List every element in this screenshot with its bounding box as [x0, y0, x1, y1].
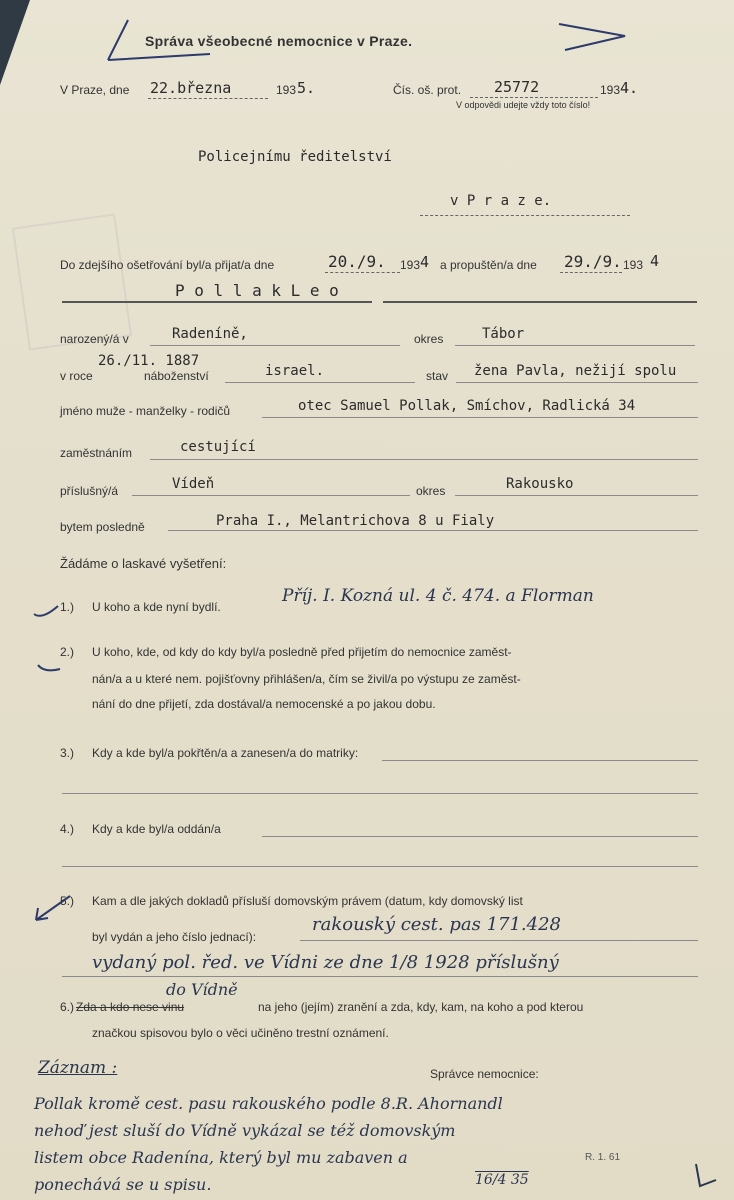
place-date-label: V Praze, dne: [60, 83, 130, 97]
birthdate-value: 26./11. 1887: [98, 353, 200, 369]
place-year-digit: 5.: [297, 79, 316, 97]
q6-number: 6.): [60, 1000, 75, 1014]
patient-name: P o l l a k L e o: [175, 281, 339, 300]
belongs-district-value: Rakousko: [506, 476, 574, 492]
torn-corner: [0, 0, 30, 85]
admission-year-prefix: 193: [400, 258, 421, 272]
place-year-prefix: 193: [276, 83, 297, 97]
year-label: v roce: [60, 369, 93, 383]
belongs-value: Vídeň: [172, 476, 215, 492]
hospital-header-title: Správa všeobecné nemocnice v Praze.: [145, 33, 413, 49]
release-year-prefix: 193: [623, 258, 644, 272]
district-label: okres: [414, 332, 444, 346]
faded-stamp: [12, 213, 132, 350]
occupation-value: cestující: [180, 439, 256, 455]
q2-line-2: nán/a a u které nem. pojišťovny přihlášen/a, čím se živil/a po výstupu ze zaměst-: [92, 672, 521, 686]
parent-value: otec Samuel Pollak, Smíchov, Radlická 34: [298, 398, 636, 414]
admission-label: Do zdejšího ošetřování byl/a přijat/a dne: [60, 258, 275, 272]
pencil-check-icon: [32, 600, 62, 622]
q5-line-2: byl vydán a jeho číslo jednací):: [92, 930, 257, 944]
protocol-label: Čís. oš. prot.: [393, 83, 462, 97]
q2-line-1: U koho, kde, od kdy do kdy byl/a posledně před přijetím do nemocnice zaměst-: [92, 645, 512, 659]
protocol-year-prefix: 193: [600, 83, 621, 97]
q5-answer-1: rakouský cest. pas 171.428: [312, 914, 562, 935]
q1-answer: Příj. I. Kozná ul. 4 č. 474. a Florman: [282, 586, 594, 606]
residence-label: bytem posledně: [60, 520, 145, 534]
status-label: stav: [426, 369, 449, 383]
religion-label: náboženství: [144, 369, 209, 383]
signature-label: Správce nemocnice:: [430, 1067, 539, 1081]
note-line-1: Pollak kromě cest. pasu rakouského podle 8.R. Ahornandl: [34, 1094, 503, 1113]
place-date-value: 22.března: [150, 79, 232, 97]
release-label: a propuštěn/a dne: [440, 258, 537, 272]
q5-number: 5.): [60, 894, 75, 908]
status-value: žena Pavla, nežijí spolu: [474, 363, 677, 379]
recipient-line-1: Policejnímu ředitelství: [198, 149, 392, 165]
admission-date: 20./9.: [328, 252, 386, 271]
q1-number: 1.): [60, 600, 75, 614]
q4-text: Kdy a kde byl/a oddán/a: [92, 822, 221, 836]
q2-line-3: nání do dne přijetí, zda dostával/a nemocenské a po jakou dobu.: [92, 697, 436, 711]
q5-line-1: Kam a dle jakých dokladů přísluší domovským právem (datum, kdy domovský list: [92, 894, 523, 908]
note-heading: Záznam :: [38, 1058, 118, 1078]
initials-signature-icon: [690, 1160, 720, 1192]
q5-answer-2: vydaný pol. řed. ve Vídni ze dne 1/8 1928 příslušný: [92, 952, 559, 973]
release-year-digit: 4: [650, 252, 660, 270]
q6-line-1: na jeho (jejím) zranění a zda, kdy, kam, na koho a pod kterou: [258, 1000, 584, 1014]
note-line-4: ponechává se u spisu.: [34, 1175, 212, 1194]
note-line-2: nehoď jest sluší do Vídně vykázal se též domovským: [34, 1121, 456, 1140]
q6-struck-text: Zda a kdo nese vinu: [76, 1000, 185, 1014]
pencil-arrow-right-icon: [555, 14, 635, 54]
residence-value: Praha I., Melantrichova 8 u Fialy: [216, 513, 495, 529]
note-date: 16/4 35: [475, 1172, 529, 1188]
q6-line-2: značkou spisovou bylo o věci učiněno trestní oznámení.: [92, 1026, 389, 1040]
protocol-number: 25772: [494, 78, 540, 96]
born-value: Radeníně,: [172, 326, 248, 342]
release-date: 29./9.: [564, 252, 622, 271]
recipient-line-2: v P r a z e.: [450, 193, 552, 209]
q3-text: Kdy a kde byl/a pokřtěn/a a zanesen/a do matriky:: [92, 746, 359, 760]
request-intro: Žádáme o laskavé vyšetření:: [60, 556, 227, 571]
admission-year-digit: 4: [420, 253, 430, 271]
q1-text: U koho a kde nyní bydlí.: [92, 600, 221, 614]
note-ref: R. 1. 61: [585, 1152, 621, 1163]
q2-number: 2.): [60, 645, 75, 659]
q5-answer-3: do Vídně: [166, 980, 238, 999]
q4-number: 4.): [60, 822, 75, 836]
protocol-year-digit: 4.: [620, 79, 639, 97]
born-label: narozený/á v: [60, 332, 129, 346]
belongs-district-label: okres: [416, 484, 446, 498]
protocol-note: V odpovědi udejte vždy toto číslo!: [456, 100, 591, 110]
district-value: Tábor: [482, 326, 525, 342]
occupation-label: zaměstnáním: [60, 446, 133, 460]
religion-value: israel.: [265, 363, 325, 379]
parent-label: jméno muže - manželky - rodičů: [60, 404, 231, 418]
belongs-label: příslušný/á: [60, 484, 119, 498]
note-line-3: listem obce Radenína, který byl mu zabaven a: [34, 1148, 408, 1167]
q3-number: 3.): [60, 746, 75, 760]
